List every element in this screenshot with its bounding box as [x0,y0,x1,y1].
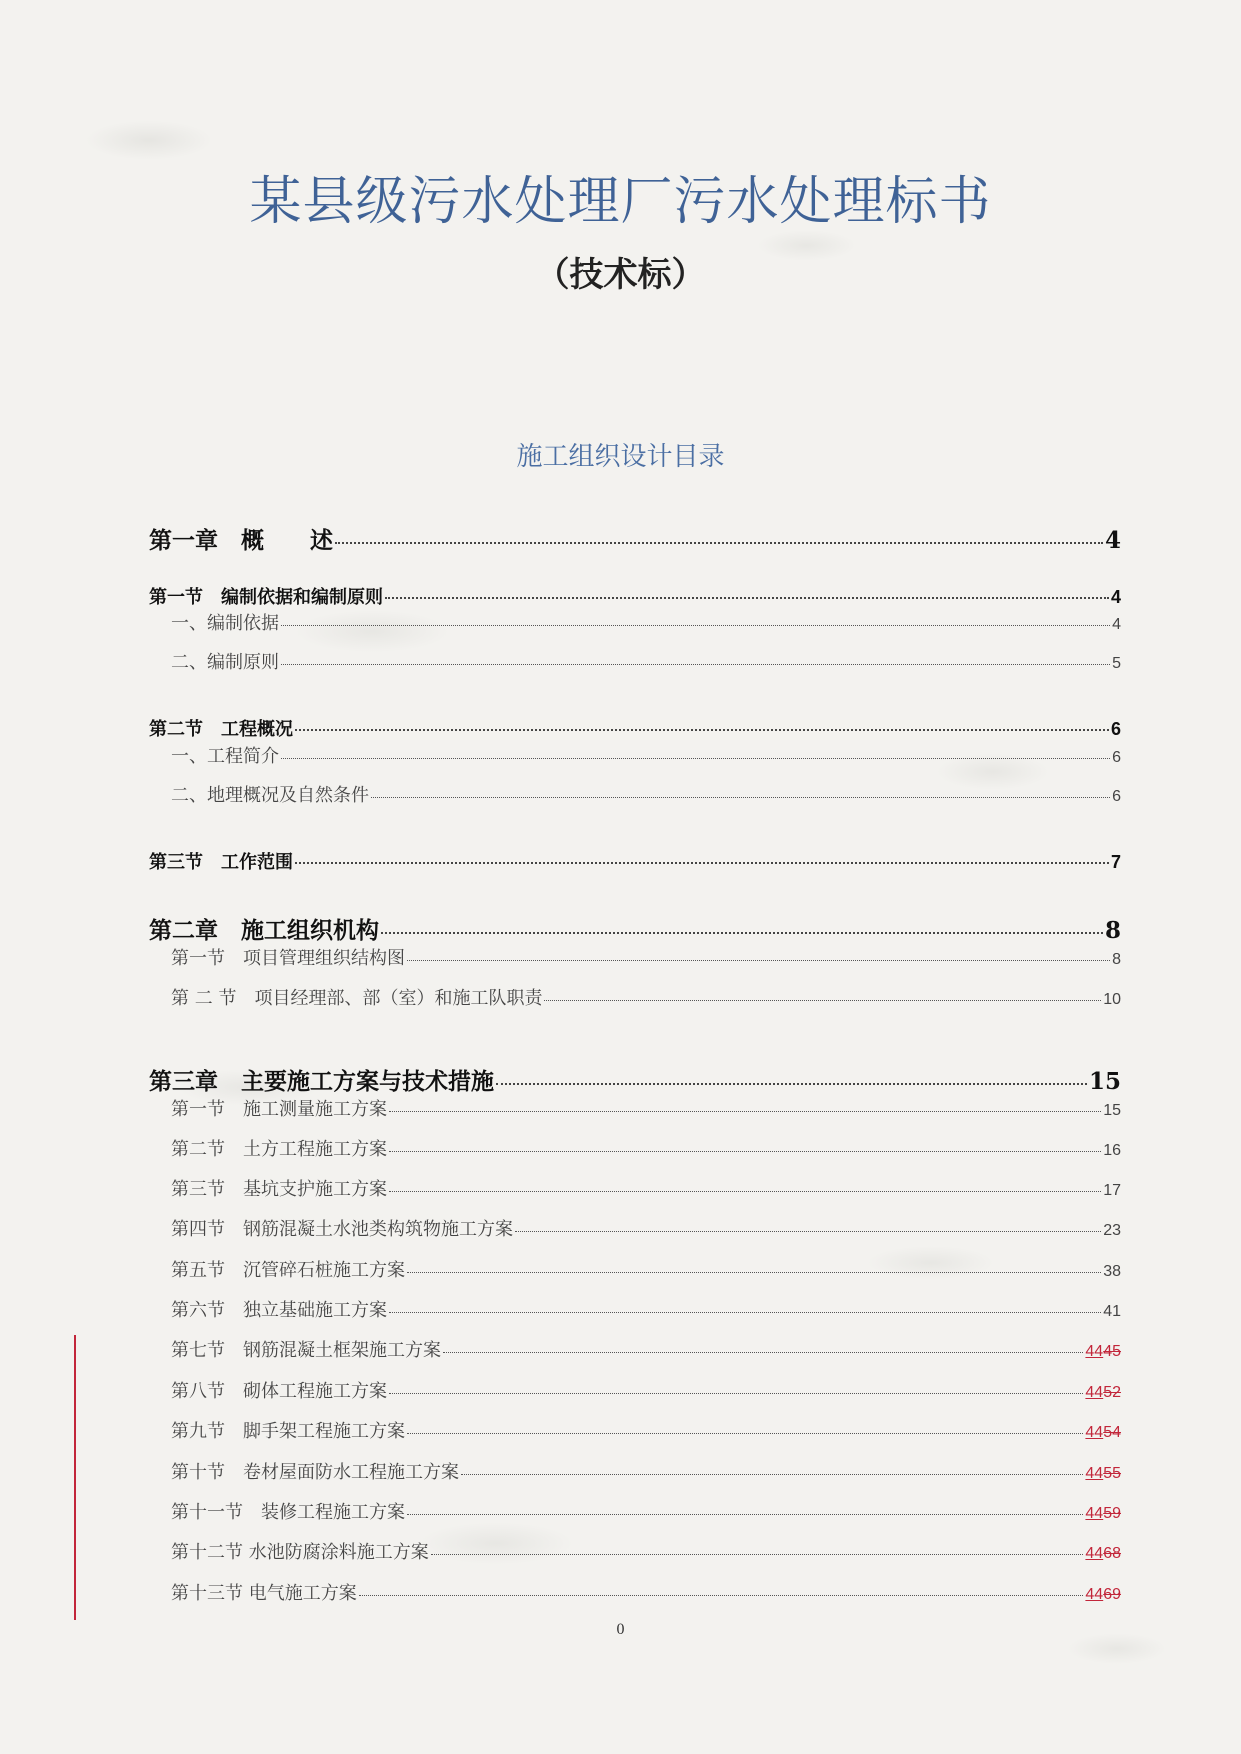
toc-page: 23 [1103,1222,1121,1239]
dot-leader [389,1393,1083,1394]
toc-section-2-2[interactable] [171,984,1121,1010]
dot-leader [385,597,1109,599]
toc-chapter-2[interactable] [149,912,1121,945]
toc-page: 41 [1103,1303,1121,1320]
toc-section-3-8[interactable] [171,1377,1121,1403]
toc-item-1-2-1[interactable] [171,742,1121,768]
toc-label: 一、工程简介 [171,746,279,767]
toc-label: 第一节 编制依据和编制原则 [149,587,383,608]
toc-label: 第三节 基坑支护施工方案 [171,1179,387,1200]
toc-label: 第 二 节 项目经理部、部（室）和施工队职责 [171,988,543,1009]
dot-leader [295,862,1109,864]
toc-label: 第六节 独立基础施工方案 [171,1300,387,1321]
toc-label: 第三节 工作范围 [149,852,293,873]
toc-label: 二、编制原则 [171,652,279,673]
toc-section-2-1[interactable] [171,944,1121,970]
dot-leader [515,1231,1101,1232]
deleted-page-number: 52 [1103,1384,1121,1401]
toc-page: 6 [1110,719,1121,739]
toc-label: 第七节 钢筋混凝土框架施工方案 [171,1340,441,1361]
document-title: 某县级污水处理厂污水处理标书 [249,172,992,232]
toc-item-1-1-2[interactable] [171,648,1121,674]
toc-label: 第一节 施工测量施工方案 [171,1099,387,1120]
toc-section-3-12[interactable] [171,1538,1121,1564]
inserted-page-number: 44 [1085,1424,1104,1441]
deleted-page-number: 45 [1103,1343,1121,1360]
toc-label: 第五节 沉管碎石桩施工方案 [171,1260,405,1281]
document-subtitle: （技术标） [535,255,706,295]
inserted-page-number: 44 [1085,1505,1104,1522]
toc-section-3-4[interactable] [171,1215,1121,1241]
toc-item-1-2-2[interactable] [171,781,1121,807]
toc-label: 第十一节 装修工程施工方案 [171,1502,405,1523]
revision-change-bar [74,1335,76,1620]
toc-page: 10 [1103,991,1121,1008]
toc-page: 6 [1112,749,1121,766]
dot-leader [443,1352,1083,1353]
inserted-page-number: 44 [1085,1465,1104,1482]
dot-leader [335,542,1103,544]
dot-leader [407,1514,1083,1515]
inserted-page-number: 44 [1085,1545,1104,1562]
inserted-page-number: 44 [1085,1586,1104,1603]
toc-section-3-2[interactable] [171,1135,1121,1161]
toc-label: 第二节 土方工程施工方案 [171,1139,387,1160]
toc-page: 4 [1104,527,1121,554]
toc-chapter-3[interactable] [149,1063,1121,1096]
dot-leader [295,729,1109,731]
toc-label: 第三章 主要施工方案与技术措施 [149,1068,494,1095]
toc-section-3-6[interactable] [171,1296,1121,1322]
toc-heading: 施工组织设计目录 [516,442,725,472]
dot-leader [407,1272,1101,1273]
toc-label: 第一章 概 述 [149,527,333,554]
inserted-page-number: 44 [1085,1384,1104,1401]
dot-leader [281,625,1110,626]
dot-leader [407,960,1110,961]
toc-section-3-5[interactable] [171,1256,1121,1282]
toc-label: 第二节 工程概况 [149,719,293,740]
toc-page: 8 [1112,951,1121,968]
dot-leader [389,1312,1101,1313]
dot-leader [407,1433,1083,1434]
toc-section-3-10[interactable] [171,1458,1121,1484]
toc-label: 第十节 卷材屋面防水工程施工方案 [171,1462,459,1483]
toc-label: 第八节 砌体工程施工方案 [171,1381,387,1402]
toc-page: 17 [1103,1182,1121,1199]
dot-leader [281,758,1110,759]
toc-label: 二、地理概况及自然条件 [171,785,369,806]
toc-section-3-7[interactable] [171,1336,1121,1362]
dot-leader [431,1554,1084,1555]
toc-section-3-3[interactable] [171,1175,1121,1201]
inserted-page-number: 44 [1085,1343,1104,1360]
deleted-page-number: 54 [1103,1424,1121,1441]
toc-section-3-9[interactable] [171,1417,1121,1443]
toc-section-1-3[interactable] [149,848,1121,874]
toc-page: 8 [1104,917,1121,944]
dot-leader [389,1191,1101,1192]
toc-section-3-11[interactable] [171,1498,1121,1524]
toc-page: 6 [1112,788,1121,805]
toc-page: 15 [1088,1068,1121,1095]
toc-chapter-1[interactable] [149,522,1121,555]
page-number: 0 [616,1621,625,1638]
toc-section-3-13[interactable] [171,1579,1121,1605]
dot-leader [371,797,1110,798]
dot-leader [359,1595,1084,1596]
deleted-page-number: 69 [1103,1586,1121,1603]
dot-leader [381,932,1103,934]
deleted-page-number: 59 [1103,1505,1121,1522]
toc-page: 15 [1103,1102,1121,1119]
deleted-page-number: 55 [1103,1465,1121,1482]
toc-page: 4 [1110,587,1121,607]
dot-leader [389,1151,1101,1152]
toc-item-1-1-1[interactable] [171,609,1121,635]
toc-page: 7 [1110,852,1121,872]
toc-page: 16 [1103,1142,1121,1159]
toc-page: 5 [1112,655,1121,672]
toc-label: 第十二节 水池防腐涂料施工方案 [171,1542,429,1563]
dot-leader [544,1000,1101,1001]
toc-label: 第十三节 电气施工方案 [171,1583,357,1604]
dot-leader [496,1083,1087,1085]
toc-page: 38 [1103,1263,1121,1280]
toc-label: 一、编制依据 [171,613,279,634]
dot-leader [389,1111,1101,1112]
toc-label: 第一节 项目管理组织结构图 [171,948,405,969]
toc-label: 第二章 施工组织机构 [149,917,379,944]
toc-section-1-2[interactable] [149,715,1121,741]
toc-label: 第四节 钢筋混凝土水池类构筑物施工方案 [171,1219,513,1240]
deleted-page-number: 68 [1103,1545,1121,1562]
toc-section-3-1[interactable] [171,1095,1121,1121]
dot-leader [461,1474,1083,1475]
toc-section-1-1[interactable] [149,583,1121,609]
dot-leader [281,664,1110,665]
toc-label: 第九节 脚手架工程施工方案 [171,1421,405,1442]
toc-page: 4 [1112,616,1121,633]
